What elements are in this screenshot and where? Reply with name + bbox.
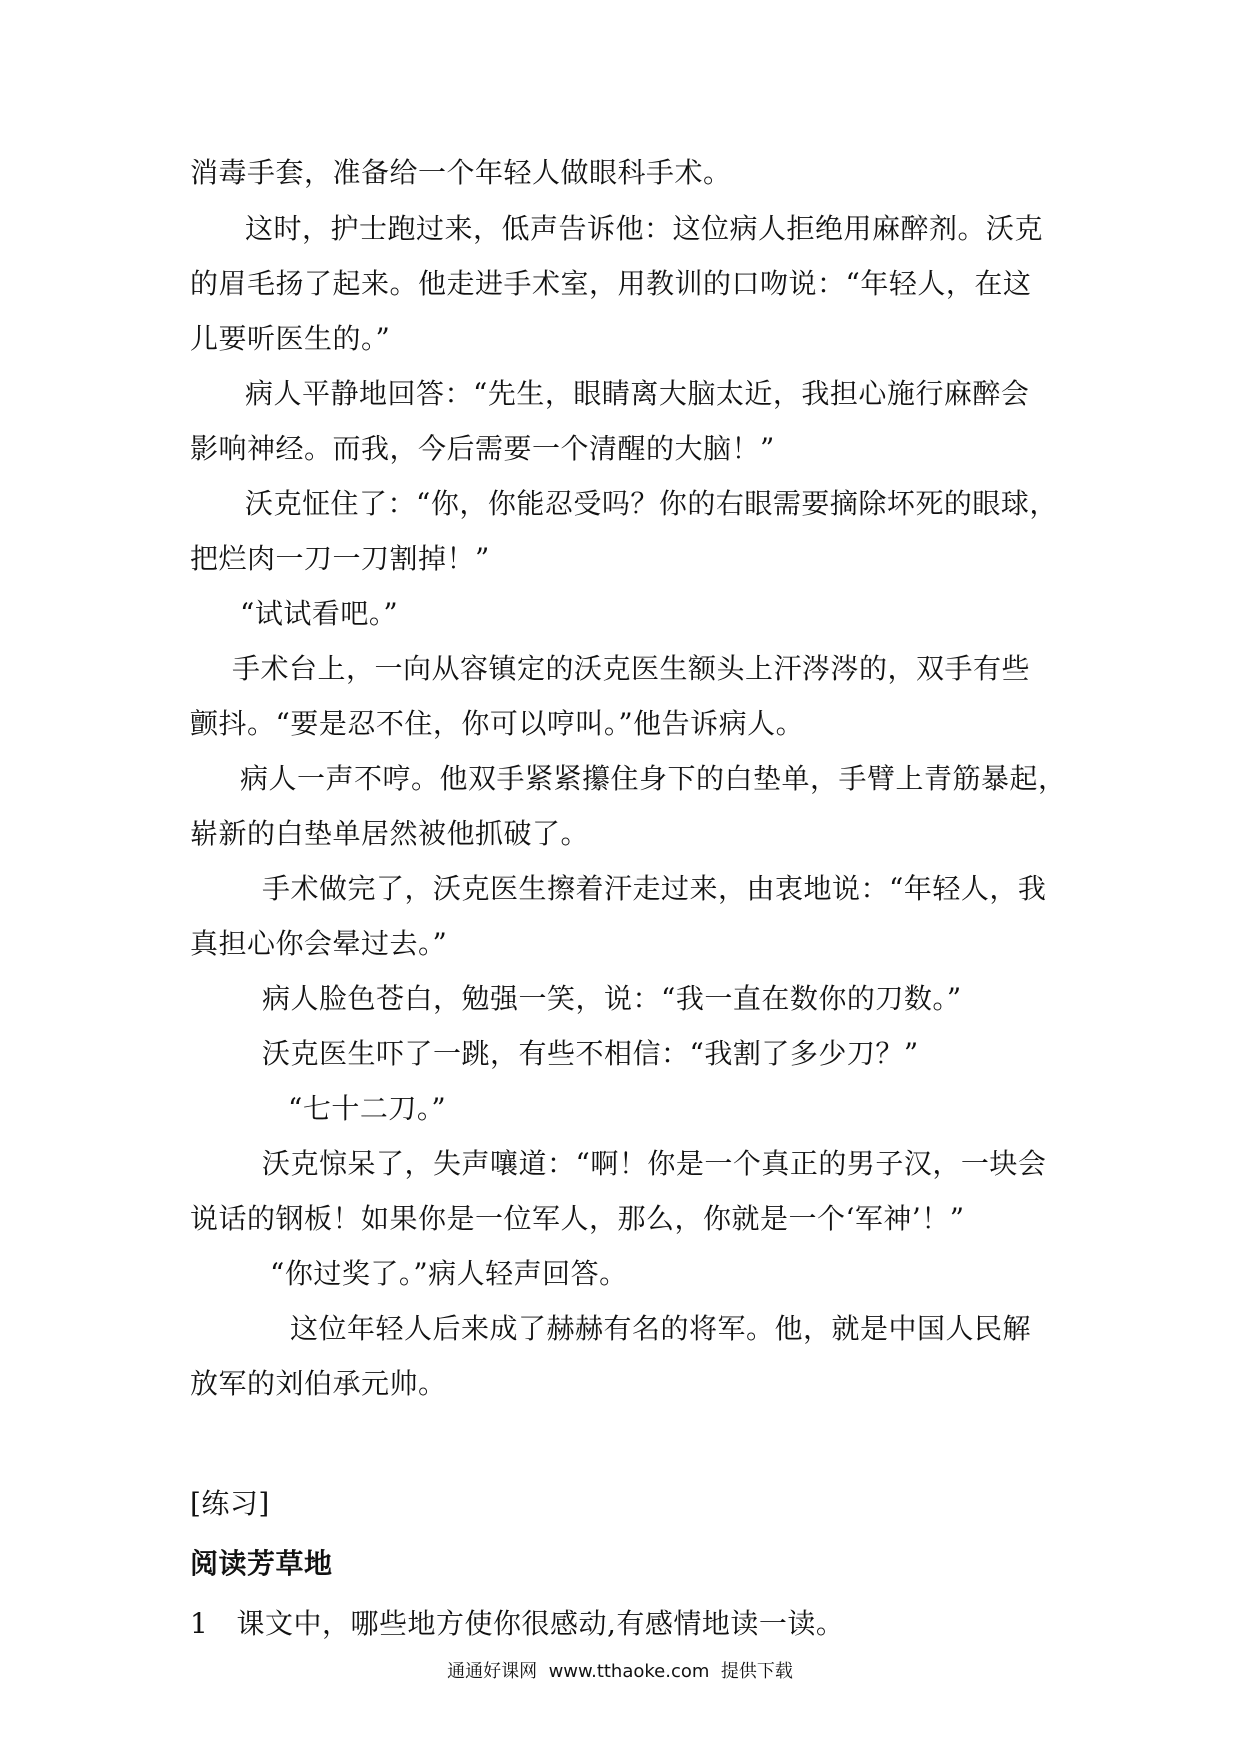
text-line: 崭新的白垫单居然被他抓破了。 xyxy=(190,817,590,850)
text-line: 放军的刘伯承元帅。 xyxy=(190,1367,447,1400)
text-line: 的眉毛扬了起来。他走进手术室，用教训的口吻说：“年轻人，在这 xyxy=(190,267,1032,300)
text-line: 颤抖。“要是忍不住，你可以哼叫。”他告诉病人。 xyxy=(190,707,805,740)
text-line: 这位年轻人后来成了赫赫有名的将军。他，就是中国人民解 xyxy=(290,1312,1032,1345)
text-line: 说话的钢板！如果你是一位军人，那么，你就是一个‘军神’！” xyxy=(190,1202,965,1235)
text-line: 手术做完了，沃克医生擦着汗走过来，由衷地说：“年轻人，我 xyxy=(262,872,1047,905)
text-line: 这时，护士跑过来，低声告诉他：这位病人拒绝用麻醉剂。沃克 xyxy=(245,212,1044,245)
text-line: 儿要听医生的。” xyxy=(190,322,391,355)
text-line: “你过奖了。”病人轻声回答。 xyxy=(270,1257,628,1290)
text-line: “试试看吧。” xyxy=(240,597,399,630)
text-line: “七十二刀。” xyxy=(288,1092,447,1125)
text-line: 病人平静地回答：“先生，眼睛离大脑太近，我担心施行麻醉会 xyxy=(245,377,1030,410)
text-line: 手术台上，一向从容镇定的沃克医生额头上汗涔涔的，双手有些 xyxy=(232,652,1031,685)
question-item: 1 课文中，哪些地方使你很感动,有感情地读一读。 xyxy=(190,1607,845,1640)
text-line: 沃克惊呆了，失声嚷道：“啊！你是一个真正的男子汉，一块会 xyxy=(262,1147,1047,1180)
footer-text: 通通好课网 www.tthaoke.com 提供下载 xyxy=(447,1661,793,1682)
text-line: 沃克医生吓了一跳，有些不相信：“我割了多少刀？” xyxy=(262,1037,919,1070)
practice-label: [练习] xyxy=(190,1487,270,1520)
text-line: 把烂肉一刀一刀割掉！” xyxy=(190,542,490,575)
text-line: 真担心你会晕过去。” xyxy=(190,927,448,960)
section-title: 阅读芳草地 xyxy=(190,1547,333,1580)
text-line: 影响神经。而我，今后需要一个清醒的大脑！” xyxy=(190,432,775,465)
text-line: 沃克怔住了：“你，你能忍受吗？你的右眼需要摘除坏死的眼球， xyxy=(245,487,1058,520)
text-line: 病人脸色苍白，勉强一笑，说：“我一直在数你的刀数。” xyxy=(262,982,962,1015)
text-line: 病人一声不哼。他双手紧紧攥住身下的白垫单，手臂上青筋暴起， xyxy=(240,762,1067,795)
text-line: 消毒手套，准备给一个年轻人做眼科手术。 xyxy=(190,156,732,189)
